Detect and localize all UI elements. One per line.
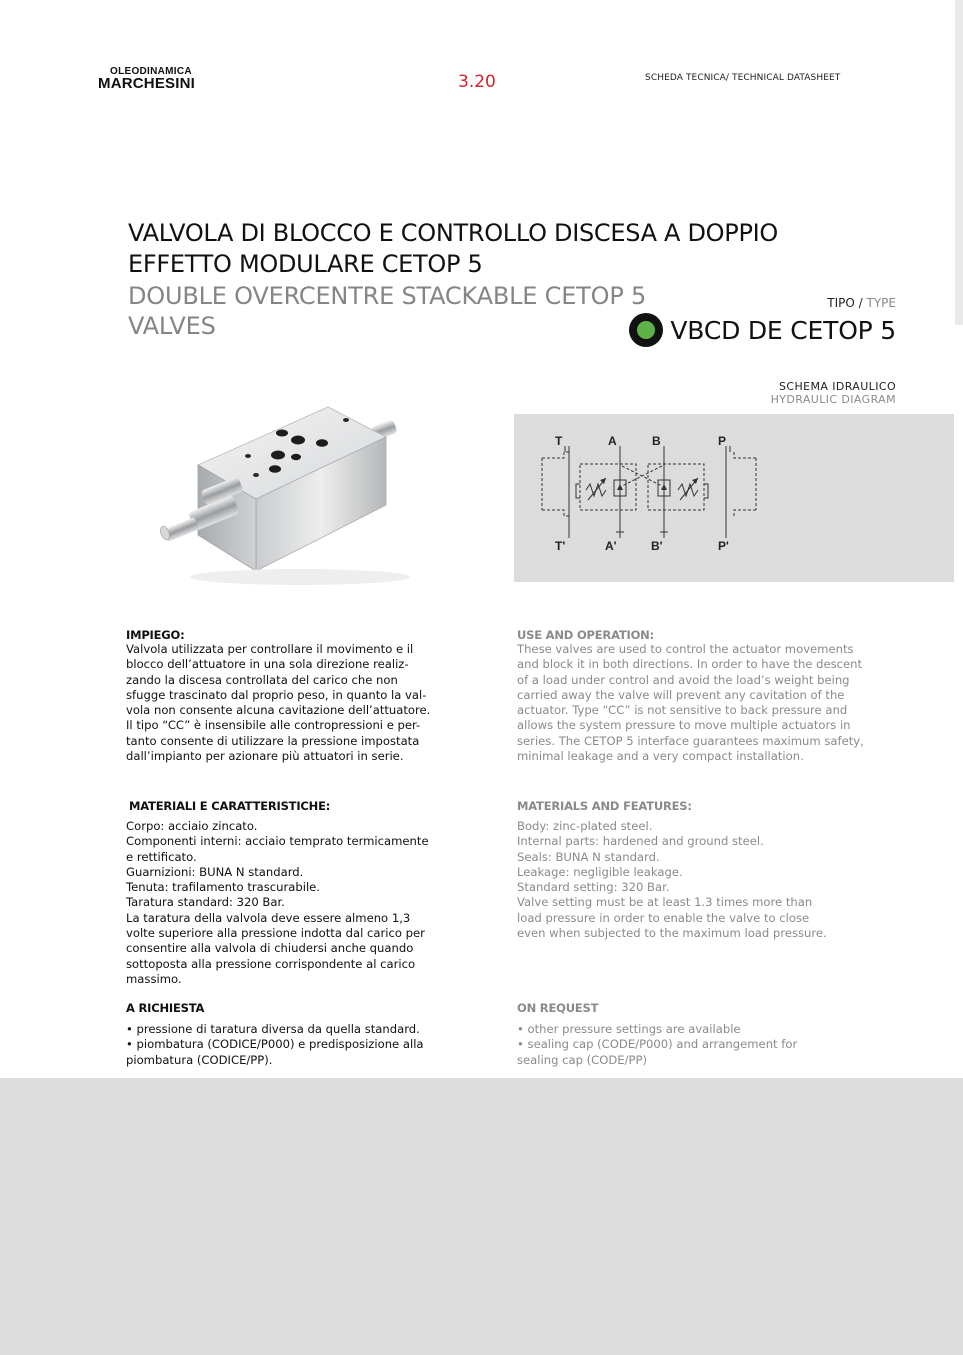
type-label	[827, 296, 896, 310]
port-label-bottom: A'	[605, 539, 617, 553]
valve-photo	[150, 395, 430, 595]
hydraulic-diagram-panel	[514, 414, 954, 582]
type-name: VBCD DE CETOP 5	[670, 315, 896, 345]
section-materials-it	[126, 799, 451, 987]
page-scrollbar[interactable]	[955, 0, 963, 325]
title-italian: VALVOLA DI BLOCCO E CONTROLLO DISCESA A DOPPIO EFFETTO MODULARE CETOP 5	[128, 219, 778, 278]
section-title: IMPIEGO:	[126, 628, 185, 642]
section-text: Corpo: acciaio zincato. Componenti interni: acciaio temprato termicamente e rettificato. Guarnizioni: BUNA N standard. Tenuta: trafilamento trascurabile. Taratura standard: 320 Bar. La taratura della valvola deve essere almeno 1,3 volte superiore alla pressione indotta dal carico per consentire alla valvola di chiudersi anche quando sottoposta alla pressione corrispondente al carico massimo.	[126, 819, 429, 986]
section-title: A RICHIESTA	[126, 1001, 205, 1015]
port-label-bottom: P'	[718, 539, 729, 553]
diagram-title-en: HYDRAULIC DIAGRAM	[770, 393, 896, 406]
logo-top-text: OLEODINAMICA	[110, 66, 192, 77]
logo-brand-text: MARCHESINI	[98, 75, 196, 92]
type-label-it: TIPO /	[827, 296, 863, 310]
datasheet-label: SCHEDA TECNICA/ TECHNICAL DATASHEET	[645, 73, 841, 83]
port-label-top: P	[718, 434, 727, 448]
diagram-heading	[771, 380, 896, 406]
status-dot-icon	[629, 313, 663, 347]
section-title: USE AND OPERATION:	[517, 628, 654, 642]
type-row	[629, 313, 896, 347]
hydraulic-diagram	[514, 414, 954, 582]
section-text: • pressione di taratura diversa da quella standard. • piombatura (CODICE/P000) e predisposizione alla piombatura (CODICE/PP).	[126, 1022, 424, 1067]
section-text: • other pressure settings are available • sealing cap (CODE/P000) and arrangement for sealing cap (CODE/PP)	[517, 1022, 798, 1067]
footer-band	[0, 1078, 963, 1355]
diagram-title-it: SCHEMA IDRAULICO	[779, 380, 896, 393]
section-text: Valvola utilizzata per controllare il movimento e il blocco dell’attuatore in una sola direzione realiz- zando la discesa controllata del carico che non sfugge trascinato dal proprio peso, in quanto la val- vola non consente alcuna cavitazione dell’attuatore. Il tipo “CC” è insensibile alle contropressioni e per- tanto consente di utilizzare la pressione impostata dall’impianto per azionare più attuatori in serie.	[126, 642, 431, 764]
section-text: These valves are used to control the actuator movements and block it in both directions. In order to have the descent of a load under control and avoid the load’s weight being carried away the valve will prevent any cavitation of the actuator. Type “CC” is not sensitive to back pressure and allows the system pressure to move multiple actuators in series. The CETOP 5 interface guarantees maximum safety, minimal leakage and a very compact installation.	[517, 642, 864, 764]
section-request-it	[126, 1001, 466, 1068]
type-label-en: TYPE	[866, 296, 896, 310]
port-label-bottom: T'	[555, 539, 566, 553]
port-label-top: A	[608, 434, 617, 448]
section-title: ON REQUEST	[517, 1001, 599, 1015]
page-number: 3.20	[458, 72, 496, 92]
section-use-en	[517, 628, 867, 764]
section-materials-en	[517, 799, 867, 941]
port-label-bottom: B'	[651, 539, 663, 553]
title-english: DOUBLE OVERCENTRE STACKABLE CETOP 5 VALVES	[128, 282, 647, 340]
section-text: Body: zinc-plated steel. Internal parts: hardened and ground steel. Seals: BUNA N standard. Leakage: negligible leakage. Standard setting: 320 Bar. Valve setting must be at least 1.3 times more than load pressure in order to enable the valve to close even when subjected to the maximum load pressure.	[517, 819, 827, 941]
port-label-top: B	[652, 434, 661, 448]
section-request-en	[517, 1001, 867, 1068]
section-title: MATERIALS AND FEATURES:	[517, 799, 692, 813]
port-label-top: T	[555, 434, 563, 448]
section-use-it	[126, 628, 451, 764]
section-title: MATERIALI E CARATTERISTICHE:	[129, 799, 331, 813]
